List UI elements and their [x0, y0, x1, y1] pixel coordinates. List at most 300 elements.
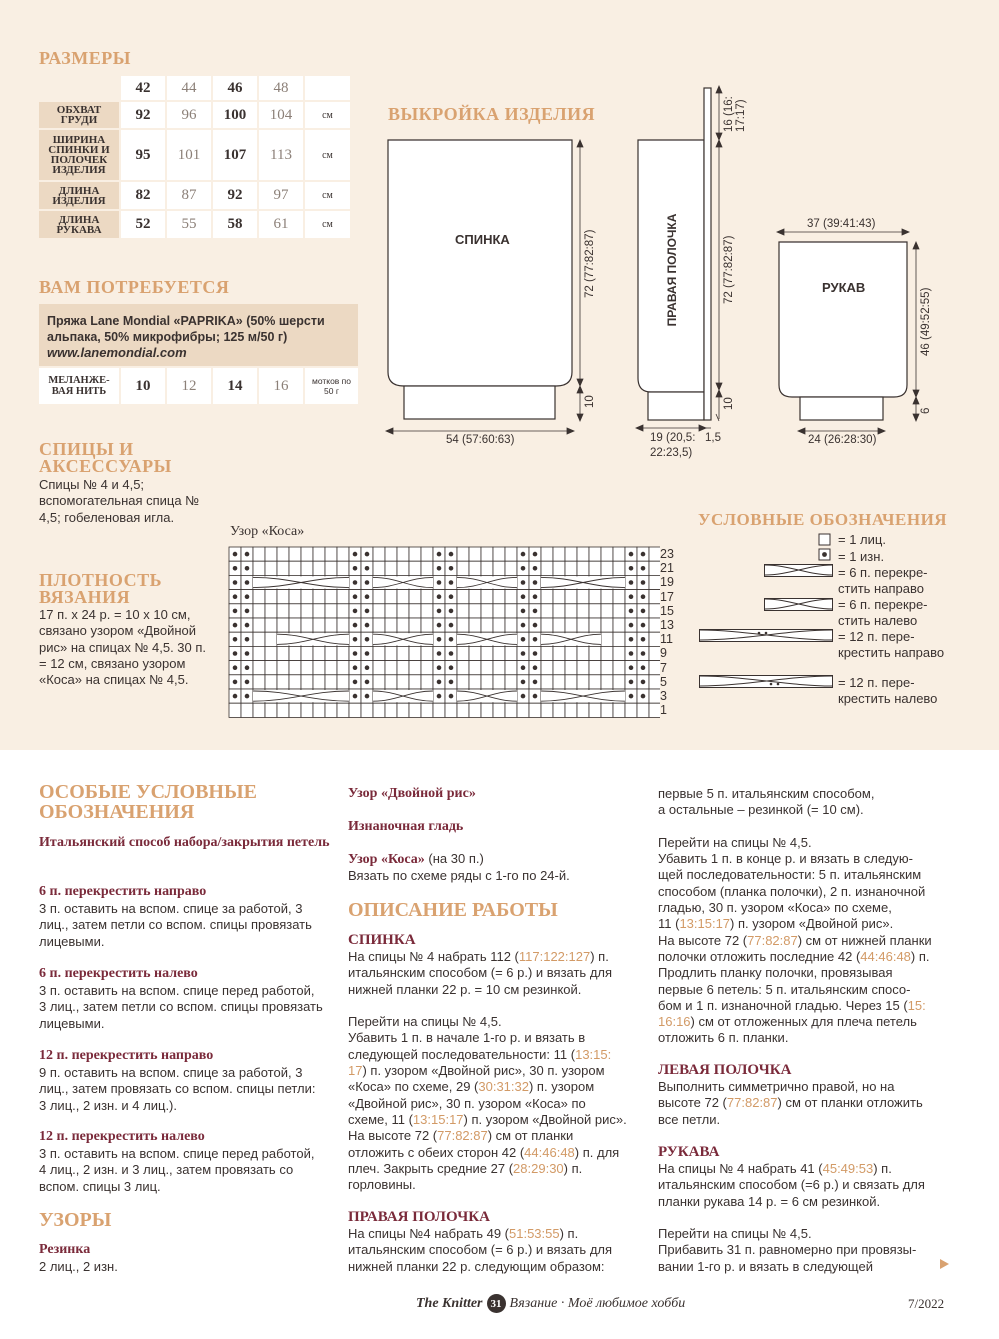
chart-cell — [289, 646, 301, 660]
unit-cell: см — [305, 130, 350, 180]
chart-cell — [265, 646, 277, 660]
chart-cell — [385, 604, 397, 618]
patterns-title: УЗОРЫ — [39, 1209, 112, 1231]
front-placket — [704, 88, 711, 420]
chart-cell — [601, 646, 613, 660]
sleeve-top-dim: 37 (39:41:43) — [807, 218, 876, 230]
purl-dot — [521, 552, 526, 557]
sleeve-height-dim: 46 (49:52:55) — [920, 287, 932, 356]
chart-cell — [385, 618, 397, 632]
chart-cell — [409, 675, 421, 689]
purl-dot — [641, 623, 646, 628]
chart-cell — [613, 604, 625, 618]
purl-dot — [353, 594, 358, 599]
chart-cell — [601, 590, 613, 604]
chart-cell — [565, 590, 577, 604]
size-header: 42 — [121, 76, 165, 100]
chart-cell — [277, 547, 289, 561]
braid-chart-title: Узор «Коса» — [230, 524, 305, 539]
purl-dot — [449, 566, 454, 571]
front-band-dim: 10 — [723, 397, 735, 410]
chart-cell — [301, 547, 313, 561]
chart-cell — [421, 675, 433, 689]
chart-cell — [649, 604, 660, 618]
chart-cell — [289, 604, 301, 618]
chart-cell — [601, 604, 613, 618]
purl-dot — [353, 609, 358, 614]
purl-dot — [245, 594, 250, 599]
chart-cell — [541, 604, 553, 618]
chart-cell — [301, 590, 313, 604]
sleeve-label: РУКАВ — [822, 280, 866, 295]
chart-cell — [337, 646, 349, 660]
chart-cell — [553, 646, 565, 660]
chart-cell — [493, 661, 505, 675]
purl-dot — [437, 680, 442, 685]
chart-cell — [313, 547, 325, 561]
chart-cell — [421, 561, 433, 575]
chart-cell — [589, 703, 601, 717]
chart-cell — [541, 703, 553, 717]
back-width-dim: 54 (57:60:63) — [446, 434, 515, 446]
table-cell: 92 — [121, 102, 165, 128]
chart-cell — [565, 703, 577, 717]
purl-dot — [521, 665, 526, 670]
gauge-title: ПЛОТНОСТЬ ВЯЗАНИЯ — [39, 570, 163, 607]
chart-cell — [553, 703, 565, 717]
chart-cell — [313, 661, 325, 675]
cross-6-right-text: 3 п. оставить на вспом. спице за работой, 3 лиц., затем петли со вспом. спицы провязать лицевыми. — [39, 901, 312, 949]
cross-6-right-title: 6 п. перекрестить направо — [39, 884, 207, 899]
purl-dot — [449, 609, 454, 614]
knit-symbol — [819, 534, 830, 545]
purl-dot — [365, 609, 370, 614]
chart-cell — [313, 590, 325, 604]
purl-dot — [353, 651, 358, 656]
purl-dot — [533, 594, 538, 599]
chart-cell — [505, 604, 517, 618]
chart-cell — [373, 547, 385, 561]
chart-cell — [301, 675, 313, 689]
chart-cell — [397, 561, 409, 575]
front-band — [648, 392, 704, 420]
sleeves-title: РУКАВА — [658, 1144, 720, 1160]
purl-dot — [365, 680, 370, 685]
purl-dot — [365, 594, 370, 599]
purl-dot — [449, 694, 454, 699]
color-label: МЕЛАНЖЕ-ВАЯ НИТЬ — [39, 368, 119, 404]
chart-cell — [277, 618, 289, 632]
purl-dot — [245, 566, 250, 571]
chart-cell — [541, 561, 553, 575]
chart-cell — [277, 646, 289, 660]
purl-dot — [641, 609, 646, 614]
chart-cell — [325, 561, 337, 575]
chart-cell — [397, 618, 409, 632]
chart-cell — [277, 661, 289, 675]
purl-dot — [233, 680, 238, 685]
row-number: 3 — [660, 689, 667, 703]
chart-cell — [337, 618, 349, 632]
chart-cell — [277, 590, 289, 604]
legend-symbols-small — [818, 533, 832, 561]
chart-cell — [577, 703, 589, 717]
sleeve-band-dim: 6 — [920, 407, 932, 414]
chart-cell — [577, 547, 589, 561]
chart-cell — [337, 590, 349, 604]
cross-6-left-title: 6 п. перекрестить налево — [39, 966, 198, 981]
purl-dot — [437, 637, 442, 642]
chart-cell — [289, 703, 301, 717]
left-front-title: ЛЕВАЯ ПОЛОЧКА — [658, 1062, 792, 1078]
purl-dot — [449, 680, 454, 685]
purl-dot — [629, 680, 634, 685]
chart-cell — [493, 604, 505, 618]
purl-dot — [233, 651, 238, 656]
purl-dot — [533, 651, 538, 656]
purl-dot — [245, 552, 250, 557]
purl-dot — [641, 694, 646, 699]
italian-method-title: Итальянский способ набора/закрытия петель — [39, 835, 330, 850]
chart-cell — [265, 632, 277, 646]
braid-pattern-text: Вязать по схеме ряды с 1-го по 24-й. — [348, 868, 570, 883]
chart-cell — [409, 590, 421, 604]
purl-dot — [629, 651, 634, 656]
purl-dot — [233, 552, 238, 557]
chart-cell — [421, 590, 433, 604]
chart-cell — [457, 661, 469, 675]
table-cell: 61 — [259, 211, 303, 238]
chart-cell — [301, 661, 313, 675]
purl-dot — [641, 665, 646, 670]
purl-dot — [245, 609, 250, 614]
purl-dot — [629, 665, 634, 670]
purl-dot — [353, 623, 358, 628]
chart-cell — [397, 547, 409, 561]
chart-cell — [589, 604, 601, 618]
chart-cell — [337, 547, 349, 561]
chart-cell — [649, 547, 660, 561]
chart-cell — [409, 646, 421, 660]
chart-cell — [457, 646, 469, 660]
purl-dot — [629, 637, 634, 642]
chart-cell — [565, 604, 577, 618]
chart-cell — [565, 675, 577, 689]
purl-title: Изнаночная гладь — [348, 819, 464, 834]
chart-cell — [241, 703, 253, 717]
chart-cell — [481, 561, 493, 575]
purl-dot — [437, 609, 442, 614]
chart-cell — [649, 632, 660, 646]
chart-cell — [469, 590, 481, 604]
chart-cell — [589, 661, 601, 675]
sizes-title: РАЗМЕРЫ — [39, 48, 131, 68]
chart-cell — [493, 646, 505, 660]
chart-cell — [649, 661, 660, 675]
purl-dot — [449, 651, 454, 656]
chart-cell — [481, 590, 493, 604]
unit-cell: см — [305, 102, 350, 128]
chart-cell — [289, 661, 301, 675]
chart-cell — [565, 646, 577, 660]
legend-item: = 1 лиц. — [838, 532, 886, 547]
chart-cell — [565, 561, 577, 575]
row-label: ДЛИНА ИЗДЕЛИЯ — [39, 182, 119, 209]
purl-dot — [641, 566, 646, 571]
chart-cell — [337, 604, 349, 618]
table-cell: 95 — [121, 130, 165, 180]
left-front-text: Выполнить симметрично правой, но на высоте 72 (77:82:87) см от планки отложить все петли. — [658, 1079, 923, 1127]
chart-cell — [505, 590, 517, 604]
table-cell: 52 — [121, 211, 165, 238]
chart-cell — [577, 661, 589, 675]
purl-dot — [353, 580, 358, 585]
purl-dot — [437, 623, 442, 628]
purl-dot — [533, 566, 538, 571]
chart-cell — [481, 703, 493, 717]
size-header: 44 — [167, 76, 211, 100]
purl-dot — [245, 637, 250, 642]
legend-item: = 12 п. пере-крестить налево — [838, 675, 938, 706]
purl-dot — [641, 594, 646, 599]
purl-dot — [233, 566, 238, 571]
back-band — [404, 386, 555, 419]
chart-cell — [457, 604, 469, 618]
chart-cell — [421, 604, 433, 618]
purl-dot — [533, 694, 538, 699]
chart-cell — [613, 632, 625, 646]
chart-cell — [373, 590, 385, 604]
row-number: 5 — [660, 674, 667, 689]
chart-cell — [277, 675, 289, 689]
purl-dot — [449, 552, 454, 557]
chart-cell — [373, 618, 385, 632]
chart-cell — [481, 661, 493, 675]
amount-cell: 10 — [121, 368, 165, 404]
purl-dot — [437, 580, 442, 585]
chart-cell — [277, 703, 289, 717]
purl-dot — [449, 580, 454, 585]
purl-dot — [353, 694, 358, 699]
chart-cell — [409, 661, 421, 675]
purl-dot — [629, 623, 634, 628]
table-cell: 104 — [259, 102, 303, 128]
row-number: 13 — [660, 618, 674, 632]
purl-dot — [245, 580, 250, 585]
chart-cell — [289, 675, 301, 689]
chart-cell — [337, 675, 349, 689]
chart-cell — [301, 604, 313, 618]
cross-6-left-symbol — [764, 597, 834, 613]
right-front-text: На спицы №4 набрать 49 (51:53:55) п. итальянским способом (= 6 р.) и вязать для нижней планки 22 р. следующим образом: — [348, 1226, 613, 1274]
chart-cell — [277, 604, 289, 618]
chart-cell — [301, 561, 313, 575]
chart-cell — [469, 604, 481, 618]
chart-cell — [469, 703, 481, 717]
magazine-name: Вязание · Моё любимое хобби — [509, 1295, 686, 1311]
row-number: 19 — [660, 575, 674, 590]
chart-cell — [625, 703, 637, 717]
chart-cell — [565, 547, 577, 561]
chart-cell — [325, 646, 337, 660]
purl-dot — [521, 623, 526, 628]
purl-dot — [822, 552, 827, 557]
chart-cell — [445, 703, 457, 717]
chart-cell — [397, 675, 409, 689]
purl-dot — [365, 623, 370, 628]
purl-dot — [365, 665, 370, 670]
chart-cell — [373, 561, 385, 575]
chart-cell — [505, 703, 517, 717]
braid-chart — [228, 546, 660, 720]
cross-12-left-text: 3 п. оставить на вспом. спице перед работой, 4 лиц., 2 изн. и 3 лиц., затем провязать со вспом. спицы 3 лиц. — [39, 1146, 315, 1194]
chart-cell — [421, 703, 433, 717]
purl-dot — [641, 651, 646, 656]
chart-cell — [469, 646, 481, 660]
chart-cell — [529, 703, 541, 717]
chart-cell — [253, 604, 265, 618]
purl-dot — [365, 552, 370, 557]
purl-dot — [533, 552, 538, 557]
chart-cell — [313, 646, 325, 660]
purl-dot — [365, 651, 370, 656]
purl-dot — [629, 552, 634, 557]
purl-dot — [437, 694, 442, 699]
purl-dot — [533, 680, 538, 685]
front-shoulder-dim: 16 (16: 17:17) — [723, 96, 747, 132]
chart-cell — [301, 646, 313, 660]
chart-cell — [601, 618, 613, 632]
chart-cell — [505, 618, 517, 632]
chart-cell — [601, 547, 613, 561]
table-cell: 92 — [213, 182, 257, 209]
row-number: 15 — [660, 603, 674, 618]
chart-cell — [421, 661, 433, 675]
size-header-blank — [305, 76, 350, 100]
row-number: 23 — [660, 547, 674, 561]
chart-cell — [385, 646, 397, 660]
chart-cell — [253, 547, 265, 561]
chart-cell — [421, 618, 433, 632]
chart-cell — [577, 618, 589, 632]
chart-cell — [265, 561, 277, 575]
table-cell: 87 — [167, 182, 211, 209]
chart-cell — [373, 703, 385, 717]
table-cell: 100 — [213, 102, 257, 128]
chart-cell — [613, 661, 625, 675]
chart-cell — [277, 561, 289, 575]
chart-cell — [553, 604, 565, 618]
chart-cell — [325, 547, 337, 561]
chart-cell — [457, 547, 469, 561]
chart-cell — [589, 590, 601, 604]
chart-cell — [541, 646, 553, 660]
chart-cell — [265, 661, 277, 675]
chart-cell — [541, 661, 553, 675]
chart-cell — [421, 547, 433, 561]
front-label: ПРАВАЯ ПОЛОЧКА — [665, 213, 679, 327]
page-number: 31 — [487, 1294, 506, 1313]
legend-item: = 12 п. пере-крестить направо — [838, 629, 945, 660]
chart-cell — [565, 618, 577, 632]
chart-cell — [313, 618, 325, 632]
chart-cell — [373, 604, 385, 618]
purl-dot — [245, 680, 250, 685]
chart-cell — [613, 703, 625, 717]
chart-cell — [457, 675, 469, 689]
chart-cell — [493, 561, 505, 575]
chart-cell — [253, 632, 265, 646]
right-front-continued-text: первые 5 п. итальянским способом, а остальные – резинкой (= 10 см). Перейти на спицы № 4,5. Убавить 1 п. в конце р. и вязать в следую- щей последовательности: 5 п. итальянским способом (планка полочки), 2 п. изнаночной гладью, 30 п. узором «Коса» по схеме, 11 (13:15:17) п. узором «Двойной рис». На высоте 72 (77:82:87) см от нижней планки полочки отложить последние 42 (44:46:48) п. Продлить планку полочки, провязывая первые 6 петель: 5 п. итальянским спосо- бом и 1 п. изнаночной гладью. Через 15 (15: 16:16) см от отложенных для плеча петель отложить 6 п. планки. — [658, 786, 932, 1046]
chart-cell — [541, 618, 553, 632]
yarn-box — [39, 304, 358, 366]
purl-dot — [449, 594, 454, 599]
chart-cell — [397, 604, 409, 618]
chart-cell — [481, 675, 493, 689]
chart-cell — [589, 547, 601, 561]
table-cell: 97 — [259, 182, 303, 209]
chart-cell — [649, 646, 660, 660]
legend-title: УСЛОВНЫЕ ОБОЗНАЧЕНИЯ — [698, 510, 948, 529]
chart-cell — [649, 575, 660, 589]
chart-cell — [589, 646, 601, 660]
table-cell: 101 — [167, 130, 211, 180]
chart-cell — [457, 561, 469, 575]
table-cell: 107 — [213, 130, 257, 180]
chart-cell — [613, 590, 625, 604]
table-cell: 55 — [167, 211, 211, 238]
chart-cell — [493, 590, 505, 604]
chart-cell — [577, 561, 589, 575]
chart-cell — [301, 618, 313, 632]
purl-dot — [521, 694, 526, 699]
size-header: 48 — [259, 76, 303, 100]
chart-cell — [373, 661, 385, 675]
purl-dot — [233, 580, 238, 585]
continue-arrow-icon — [940, 1259, 949, 1269]
purl-dot — [641, 680, 646, 685]
purl-dot — [533, 609, 538, 614]
purl-dot — [233, 694, 238, 699]
purl-dot — [437, 594, 442, 599]
purl-dot — [629, 609, 634, 614]
purl-dot — [533, 580, 538, 585]
chart-cell — [265, 604, 277, 618]
chart-cell — [565, 661, 577, 675]
double-rice-title: Узор «Двойной рис» — [348, 786, 476, 801]
chart-cell — [505, 561, 517, 575]
purl-dot — [449, 623, 454, 628]
row-number: 9 — [660, 646, 667, 661]
purl-dot — [521, 637, 526, 642]
chart-cell — [589, 675, 601, 689]
purl-dot — [641, 637, 646, 642]
chart-cell — [601, 561, 613, 575]
chart-cell — [361, 703, 373, 717]
needles-title: СПИЦЫ И АКСЕССУАРЫ — [39, 439, 172, 476]
chart-cell — [253, 675, 265, 689]
chart-cell — [649, 618, 660, 632]
chart-cell — [505, 547, 517, 561]
chart-cell — [289, 590, 301, 604]
special-title: ОСОБЫЕ УСЛОВНЫЕ ОБОЗНАЧЕНИЯ — [39, 781, 257, 823]
chart-cell — [397, 661, 409, 675]
chart-cell — [493, 547, 505, 561]
row-label: ДЛИНА РУКАВА — [39, 211, 119, 238]
chart-cell — [481, 604, 493, 618]
chart-cell — [325, 675, 337, 689]
back-section-text: На спицы № 4 набрать 112 (117:122:127) п. итальянским способом (= 6 р.) и вязать для нижней планки 22 р. = 10 см резинкой. Перейти на спицы № 4,5. Убавить 1 п. в начале 1-го р. и вязать в следующей последовательности: 11 (13:15: 17) п. узором «Двойной рис», 30 п. узором «Коса» по схеме, 29 (30:31:32) п. узором «Двойной рис», 30 п. узором «Коса» по схеме, 11 (13:15:17) п. узором «Двойной рис». На высоте 72 (77:82:87) см от планки отложить с обеих сторон 42 (44:46:48) п. для плеч. Закрыть средние 27 (28:29:30) п. горловины. — [348, 949, 627, 1193]
